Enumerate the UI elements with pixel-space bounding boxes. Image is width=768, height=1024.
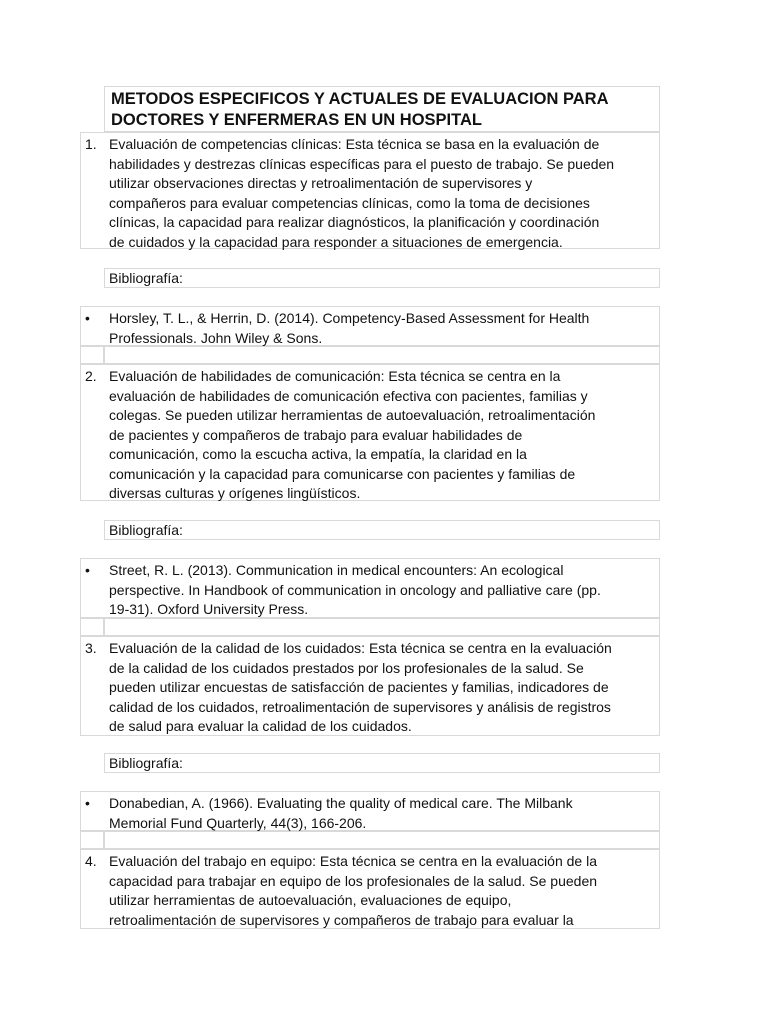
text-line: comunicación y la capacidad para comunicarse con pacientes y familias de [109,465,576,482]
empty-cell [104,831,660,849]
text-line: de pacientes y compañeros de trabajo para evaluar habilidades de [109,426,523,443]
text-line: de la calidad de los cuidados prestados por los profesionales de la salud. Se [109,659,584,676]
text-line: de salud para evaluar la calidad de los cuidados. [109,718,412,734]
text-line: compañeros para evaluar competencias clínicas, como la toma de decisiones [109,194,590,211]
title-line-1: METODOS ESPECIFICOS Y ACTUALES DE EVALUACION PARA [111,90,609,108]
text-line: retroalimentación de supervisores y compañeros de trabajo para evaluar la [109,911,574,928]
text-line: comunicación, como la escucha activa, la empatía, la claridad en la [109,446,527,462]
title-line-2: DOCTORES Y ENFERMERAS EN UN HOSPITAL [111,111,482,129]
bibliography-label: Bibliografía: [104,520,660,540]
text-line: Donabedian, A. (1966). Evaluating the quality of medical care. The Milbank [109,795,573,811]
section-1 [80,132,660,249]
text-line: Evaluación de competencias clínicas: Esta técnica se basa en la evaluación de [109,136,600,152]
reference-text [109,561,657,620]
text-line: Horsley, T. L., & Herrin, D. (2014). Competency-Based Assessment for Health [109,310,590,326]
text-line: calidad de los cuidados, retroalimentación de supervisores y análisis de registros [109,698,611,715]
text-line: Memorial Fund Quarterly, 44(3), 166-206. [109,814,367,831]
section-4 [80,849,660,929]
section-number: 2. [85,368,97,384]
text-line: Street, R. L. (2013). Communication in medical encounters: An ecological [109,562,564,578]
section-text [109,367,657,504]
text-line: Evaluación de habilidades de comunicación: Esta técnica se centra en la [109,368,561,384]
section-text [109,852,657,930]
reference-text [109,794,657,833]
section-number: 1. [85,136,97,152]
text-line: habilidades y destrezas clínicas específicas para el puesto de trabajo. Se pueden [109,155,615,172]
text-line: de cuidados y la capacidad para responder a situaciones de emergencia. [109,233,563,250]
text-line: Evaluación de la calidad de los cuidados: Esta técnica se centra en la evaluación [109,640,612,656]
reference-text [109,309,657,348]
section-3 [80,636,660,736]
text-line: Evaluación del trabajo en equipo: Esta técnica se centra en la evaluación de la [109,853,597,869]
reference-item [80,558,660,618]
section-text [109,639,657,737]
document-title [104,86,660,132]
reference-item [80,306,660,346]
bibliography-label: Bibliografía: [104,268,660,288]
text-line: pueden utilizar encuestas de satisfacción de pacientes y familias, indicadores de [109,679,609,695]
bibliography-label: Bibliografía: [104,753,660,773]
text-line: clínicas, la capacidad para realizar diagnósticos, la planificación y coordinación [109,214,600,230]
text-line: perspective. In Handbook of communication in oncology and palliative care (pp. [109,581,601,598]
text-line: capacidad para trabajar en equipo de los profesionales de la salud. Se pueden [109,872,598,889]
section-2 [80,364,660,501]
empty-cell [80,831,104,849]
bullet-icon: • [85,310,90,326]
text-line: evaluación de habilidades de comunicación efectiva con pacientes, familias y [109,387,588,404]
text-line: utilizar observaciones directas y retroalimentación de supervisores y [109,175,533,191]
bullet-icon: • [85,562,90,578]
text-line: colegas. Se pueden utilizar herramientas de autoevaluación, retroalimentación [109,407,596,423]
text-line: diversas culturas y orígenes lingüísticos. [109,485,361,501]
text-line: utilizar herramientas de autoevaluación, evaluaciones de equipo, [109,892,512,908]
text-line: Professionals. John Wiley & Sons. [109,329,323,346]
empty-cell [80,346,104,364]
reference-item [80,791,660,831]
empty-cell [104,346,660,364]
text-line: 19-31). Oxford University Press. [109,601,309,617]
empty-cell [80,618,104,636]
section-text [109,135,657,252]
bullet-icon: • [85,795,90,811]
empty-cell [104,618,660,636]
section-number: 3. [85,640,97,656]
section-number: 4. [85,853,97,869]
